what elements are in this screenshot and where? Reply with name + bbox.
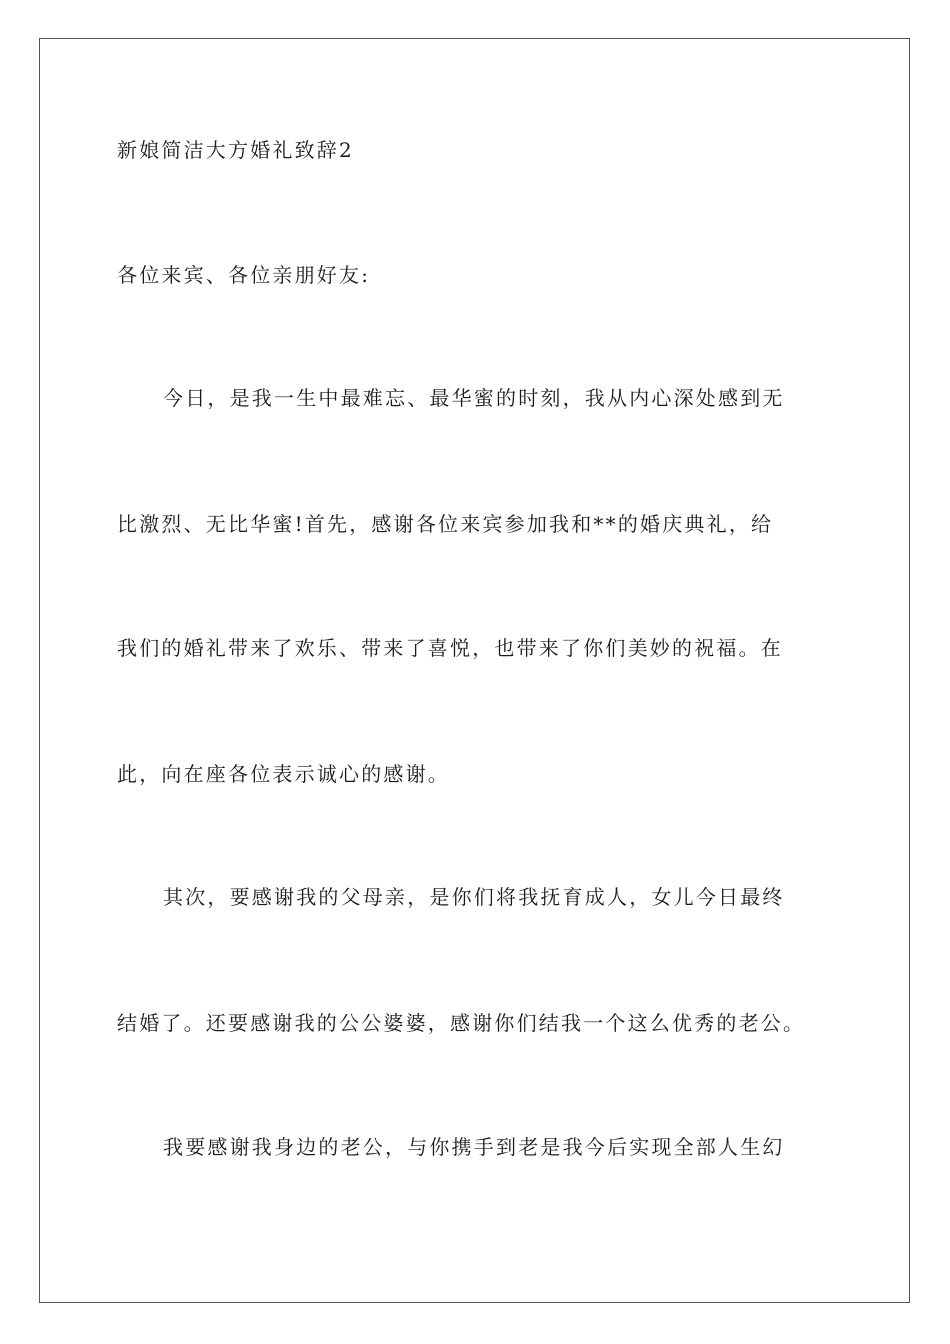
paragraph-line: 我要感谢我身边的老公，与你携手到老是我今后实现全部人生幻 (163, 1135, 785, 1159)
paragraph-line: 我们的婚礼带来了欢乐、带来了喜悦，也带来了你们美妙的祝福。在 (117, 636, 783, 660)
paragraph-line: 此，向在座各位表示诚心的感谢。 (117, 762, 450, 786)
document-title: 新娘简洁大方婚礼致辞2 (117, 138, 354, 162)
paragraph-line: 比激烈、无比华蜜!首先，感谢各位来宾参加我和**的婚庆典礼，给 (117, 512, 774, 536)
salutation-line: 各位来宾、各位亲朋好友: (117, 263, 371, 287)
page-frame (39, 38, 910, 1303)
paragraph-line: 其次，要感谢我的父母亲，是你们将我抚育成人，女儿今日最终 (163, 885, 785, 909)
paragraph-line: 结婚了。还要感谢我的公公婆婆，感谢你们结我一个这么优秀的老公。 (117, 1011, 806, 1035)
paragraph-line: 今日，是我一生中最难忘、最华蜜的时刻，我从内心深处感到无 (163, 386, 785, 410)
